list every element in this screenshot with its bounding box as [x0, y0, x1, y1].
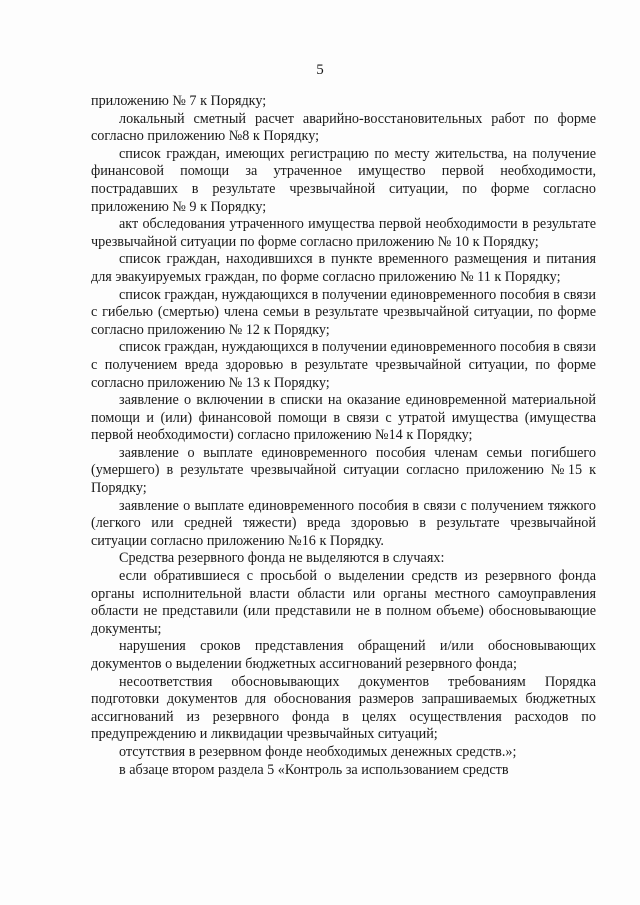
paragraph: акт обследования утраченного имущества первой необходимости в результате чрезвычайной ситуации по форме согласно приложению № 10 к Порядку; [91, 216, 596, 250]
paragraph: если обратившиеся с просьбой о выделении средств из резервного фонда органы исполнительной власти области или органы местного самоуправления области не представили (или представили не в полном объеме) обосновывающие документы; [91, 568, 596, 637]
paragraph: список граждан, нуждающихся в получении единовременного пособия в связи с гибелью (смертью) члена семьи в результате чрезвычайной ситуации, по форме согласно приложению № 12 к Порядку; [91, 286, 596, 338]
paragraph: приложению № 7 к Порядку; [91, 93, 267, 109]
paragraph: список граждан, имеющих регистрацию по месту жительства, на получение финансовой помощи за утраченное имущество первой необходимости, пострадавших в результате чрезвычайной ситуации, по форме согласно приложению № 9 к Порядку; [91, 145, 596, 215]
paragraph: заявление о выплате единовременного пособия членам семьи погибшего (умершего) в результате чрезвычайной ситуации согласно приложению №15 к Порядку; [91, 444, 596, 497]
paragraph: нарушения сроков представления обращений и/или обосновывающих документов о выделении бюджетных ассигнований резервного фонда; [91, 638, 596, 672]
paragraph: в абзаце втором раздела 5 «Контроль за использованием средств [119, 761, 509, 778]
paragraph: заявление о выплате единовременного пособия в связи с получением тяжкого (легкого или средней тяжести) вреда здоровью в результате чрезвычайной ситуации согласно приложению №16 к Порядку. [91, 497, 596, 549]
paragraph: локальный сметный расчет аварийно-восстановительных работ по форме согласно приложению №8 к Порядку; [91, 110, 596, 145]
paragraph: отсутствия в резервном фонде необходимых денежных средств.»; [119, 743, 517, 760]
paragraph: список граждан, нуждающихся в получении единовременного пособия в связи с получением вреда здоровью в результате чрезвычайной ситуации, по форме согласно приложению № 13 к Порядку; [91, 339, 596, 391]
page-number: 5 [316, 62, 324, 78]
document-body [91, 93, 596, 779]
paragraph: список граждан, находившихся в пункте временного размещения и питания для эвакуируемых граждан, по форме согласно приложению № 11 к Порядку; [91, 251, 596, 285]
paragraph: Средства резервного фонда не выделяются в случаях: [119, 550, 445, 567]
paragraph: заявление о включении в списки на оказание единовременной материальной помощи и (или) финансовой помощи в связи с утратой имущества (имущества первой необходимости) согласно приложению №14 к Порядку; [91, 392, 596, 444]
paragraph: несоответствия обосновывающих документов требованиям Порядка подготовки документов для обоснования размеров запрашиваемых бюджетных ассигнований из резервного фонда в целях осуществления расходов по предупреждению и ликвидации чрезвычайных ситуаций; [91, 673, 596, 743]
